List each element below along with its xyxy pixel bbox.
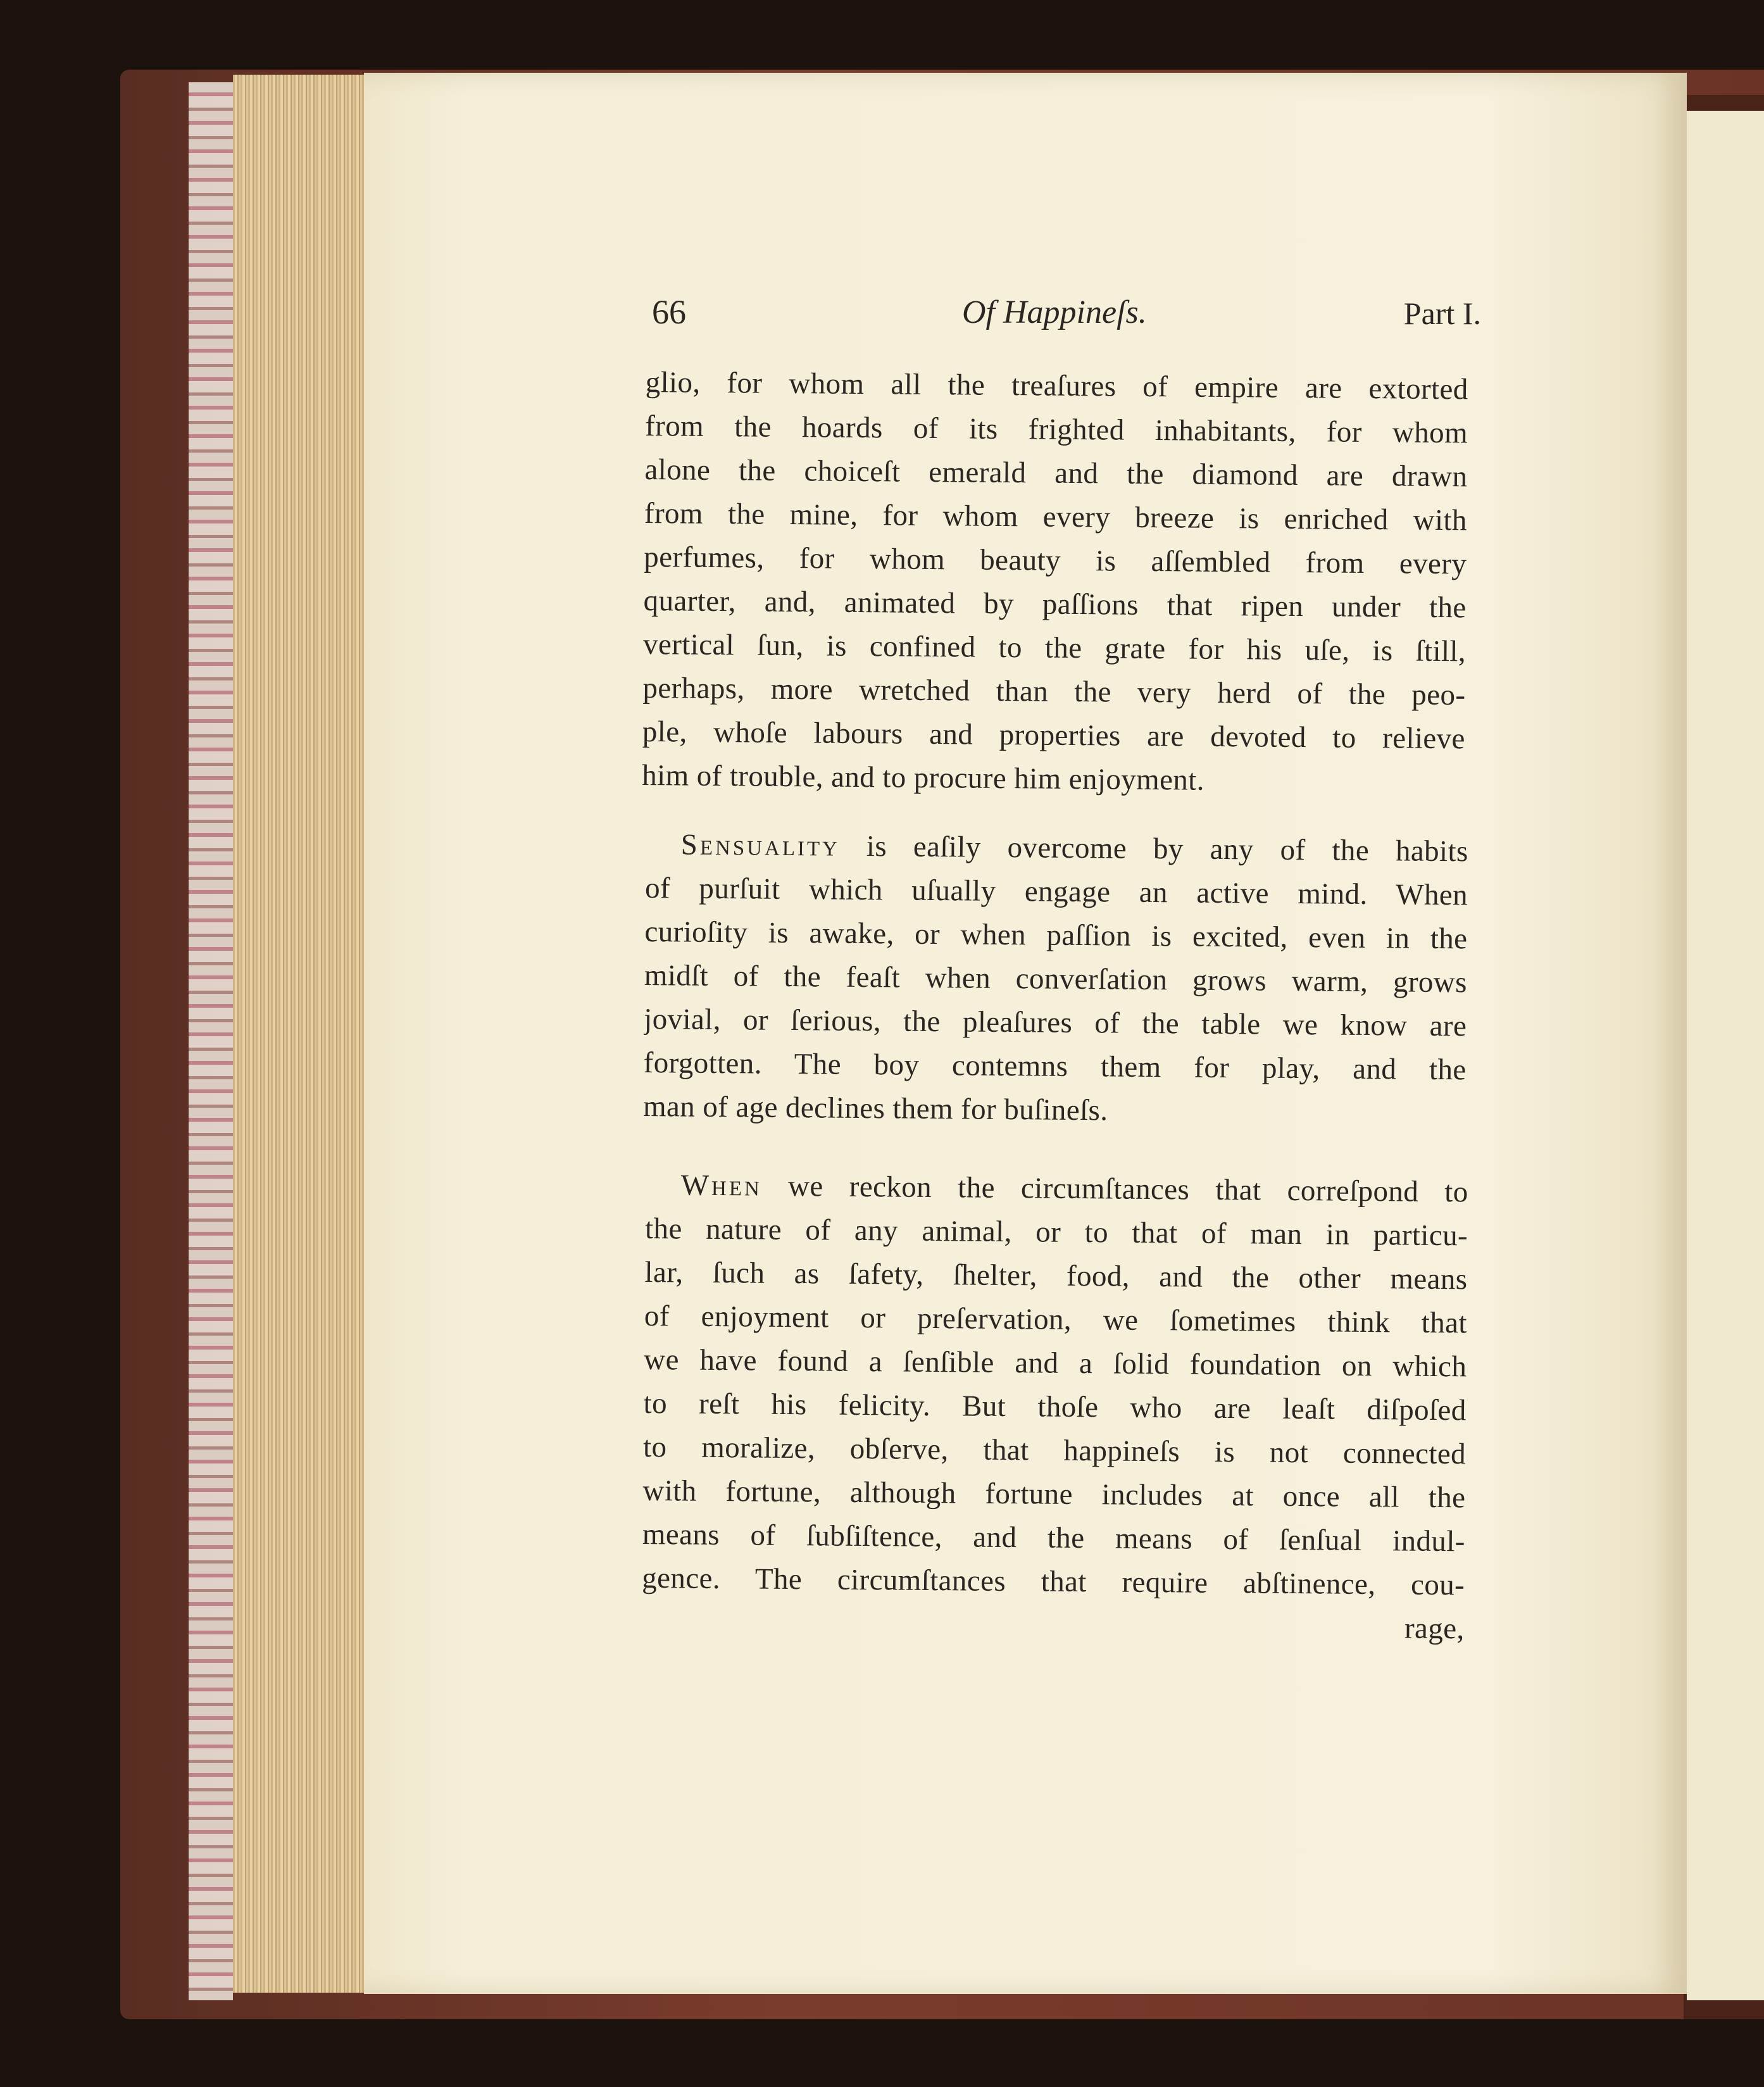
paragraph-1 — [642, 361, 1468, 805]
text-line: ple, whoſe labours and properties are devoted to relieve — [642, 715, 1466, 756]
text-line: man of age declines them for buſineſs. — [642, 1089, 1108, 1127]
text-line: with fortune, although fortune includes at once all the — [642, 1474, 1466, 1515]
page-edges — [233, 75, 366, 1993]
text-line: from the mine, for whom every breeze is enriched with — [644, 496, 1468, 537]
text-line: forgotten. The boy contemns them for play, and the — [643, 1046, 1467, 1087]
text-line: perfumes, for whom beauty is aſſembled from every — [644, 540, 1467, 581]
text-line: glio, for whom all the treaſures of empire are extorted — [645, 365, 1468, 406]
text-line: curioſity is awake, or when paſſion is excited, even in the — [644, 915, 1468, 956]
text-line: gence. The circumſtances that require abſtinence, cou- — [642, 1561, 1465, 1602]
text-line: we have found a ſenſible and a ſolid foundation on which — [644, 1343, 1467, 1384]
paragraph-3 — [641, 1163, 1468, 1651]
page-number: 66 — [652, 293, 686, 331]
text-line: alone the choiceſt emerald and the diamond are drawn — [644, 453, 1468, 494]
text-line: perhaps, more wretched than the very herd of the peo- — [642, 671, 1466, 712]
text-line: of purſuit which uſually engage an active mind. When — [644, 871, 1468, 912]
marbled-endpaper-edge — [189, 82, 233, 2000]
text-line: to moralize, obſerve, that happineſs is not connected — [642, 1430, 1467, 1471]
paragraph-2 — [643, 823, 1468, 1136]
text-line: Sensuality is eaſily overcome by any of the habits — [680, 828, 1468, 868]
text-line: the nature of any animal, or to that of man in particu- — [644, 1212, 1468, 1253]
text-line: midſt of the feaſt when converſation grows warm, grows — [644, 958, 1468, 1000]
text-line: When we reckon the circumſtances that correſpond to — [680, 1169, 1468, 1209]
text-line: him of trouble, and to procure him enjoyment. — [642, 758, 1205, 797]
text-line: means of ſubſiſtence, and the means of ſenſual indul- — [642, 1517, 1466, 1558]
paragraph-lead-word: When — [680, 1169, 763, 1203]
text-line: to reſt his felicity. But thoſe who are leaſt diſpoſed — [643, 1386, 1467, 1427]
text-line: quarter, and, animated by paſſions that ripen under the — [643, 584, 1467, 625]
paragraph-lead-word: Sensuality — [680, 828, 841, 863]
text-line: lar, ſuch as ſafety, ſhelter, food, and the other means — [644, 1255, 1468, 1296]
catchword: rage, — [1404, 1612, 1465, 1646]
facing-page-edge — [1687, 111, 1764, 2000]
part-label: Part I. — [1403, 296, 1481, 331]
text-line: from the hoards of its frighted inhabitants, for whom — [644, 409, 1468, 450]
text-line: vertical ſun, is confined to the grate for his uſe, is ſtill, — [642, 627, 1467, 668]
running-header — [652, 292, 1481, 337]
text-line: of enjoyment or preſervation, we ſometimes think that — [644, 1299, 1468, 1340]
text-line: jovial, or ſerious, the pleaſures of the table we know are — [644, 1002, 1467, 1043]
running-title: Of Happineſs. — [962, 294, 1147, 330]
